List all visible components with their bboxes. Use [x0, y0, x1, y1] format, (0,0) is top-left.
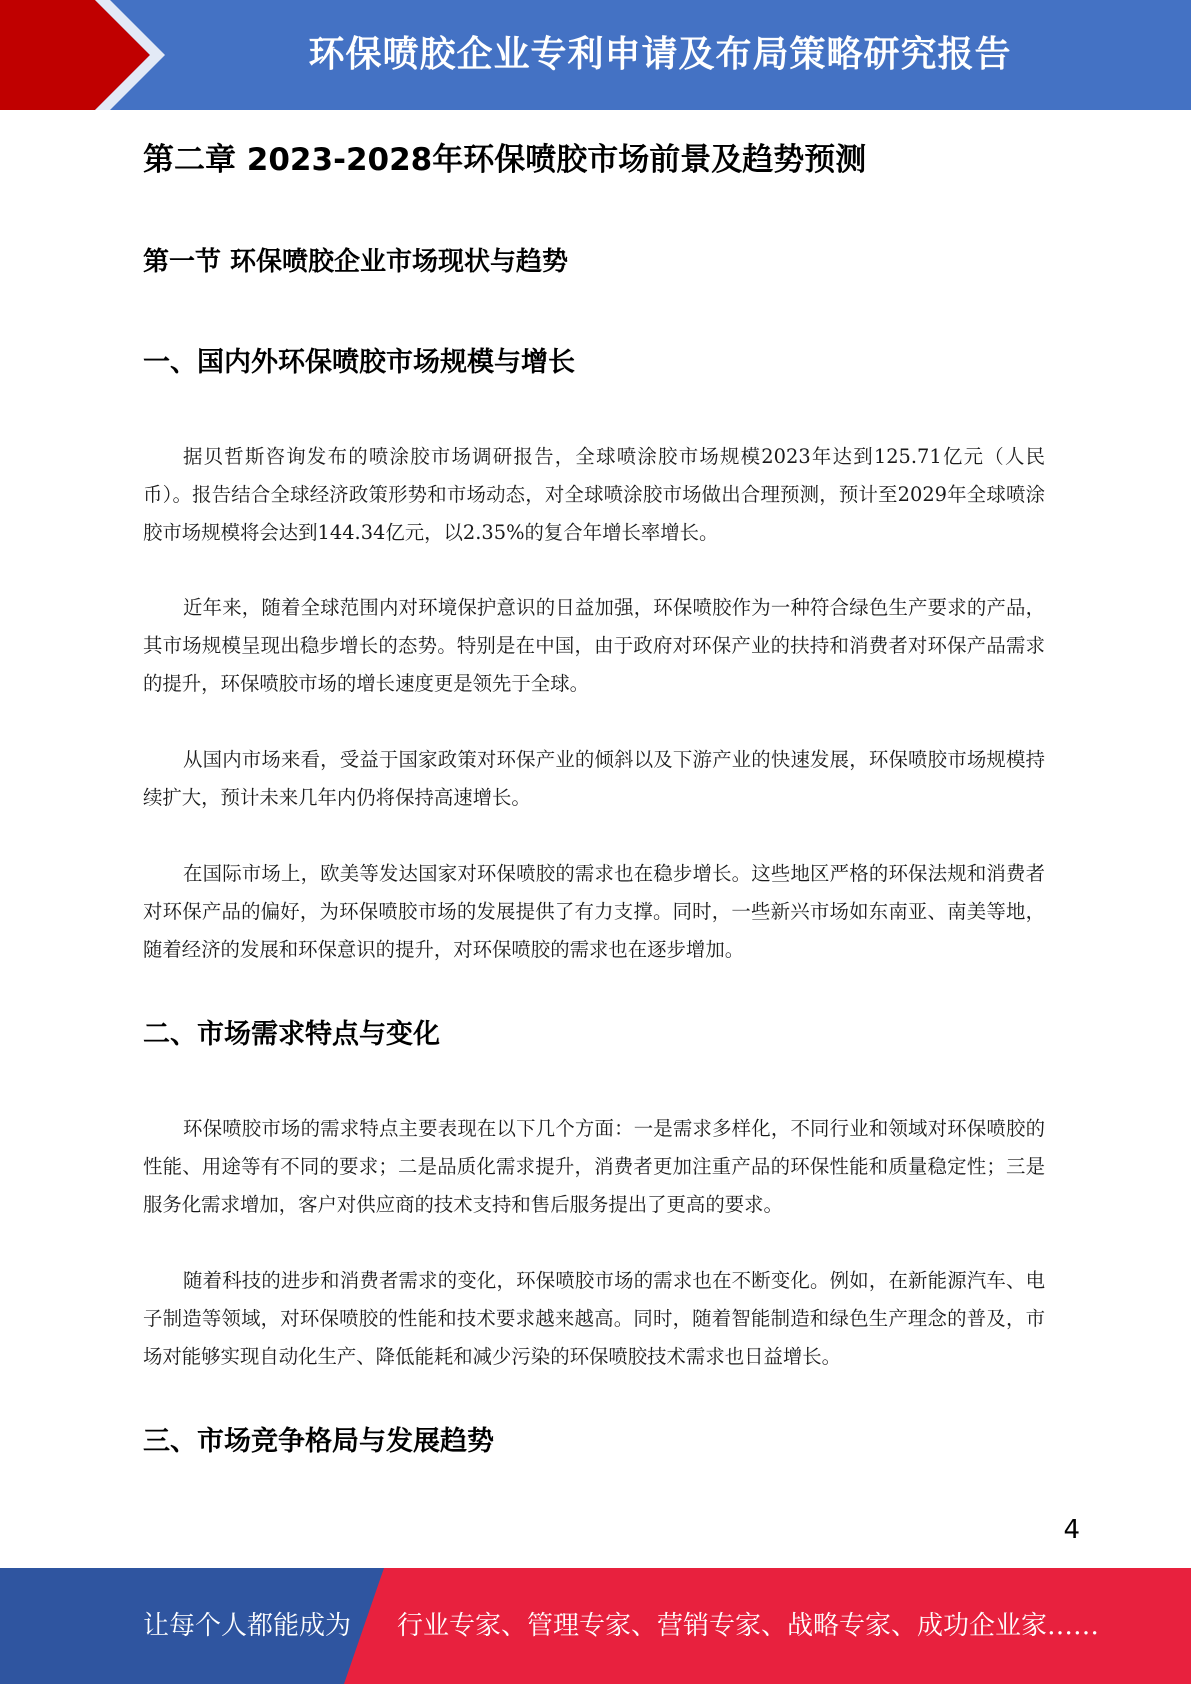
footer-slogan-right: 行业专家、管理专家、营销专家、战略专家、成功企业家…… [397, 1611, 1100, 1641]
subsection-title-2: 二、市场需求特点与变化 [143, 1019, 440, 1050]
paragraph: 环保喷胶市场的需求特点主要表现在以下几个方面：一是需求多样化，不同行业和领域对环保喷胶的性能、用途等有不同的要求；二是品质化需求提升，消费者更加注重产品的环保性能和质量稳定性；三是服务化需求增加，客户对供应商的技术支持和售后服务提出了更高的要求。 [143, 1117, 1045, 1216]
paragraph: 在国际市场上，欧美等发达国家对环保喷胶的需求也在稳步增长。这些地区严格的环保法规和消费者对环保产品的偏好，为环保喷胶市场的发展提供了有力支撑。同时，一些新兴市场如东南亚、南美等地，随着经济的发展和环保意识的提升，对环保喷胶的需求也在逐步增加。 [143, 862, 1045, 961]
header-title: 环保喷胶企业专利申请及布局策略研究报告 [308, 34, 1012, 75]
section-title: 第一节 环保喷胶企业市场现状与趋势 [143, 247, 569, 277]
page-number: 4 [1063, 1515, 1080, 1545]
footer-banner [0, 1568, 1191, 1684]
subsection-title-3: 三、市场竞争格局与发展趋势 [143, 1426, 494, 1457]
header-banner [0, 0, 1191, 110]
subsection-title-1: 一、国内外环保喷胶市场规模与增长 [143, 347, 575, 378]
paragraph: 近年来，随着全球范围内对环境保护意识的日益加强，环保喷胶作为一种符合绿色生产要求的产品，其市场规模呈现出稳步增长的态势。特别是在中国，由于政府对环保产业的扶持和消费者对环保产品需求的提升，环保喷胶市场的增长速度更是领先于全球。 [143, 596, 1045, 695]
paragraph: 随着科技的进步和消费者需求的变化，环保喷胶市场的需求也在不断变化。例如，在新能源汽车、电子制造等领域，对环保喷胶的性能和技术要求越来越高。同时，随着智能制造和绿色生产理念的普及，市场对能够实现自动化生产、降低能耗和减少污染的环保喷胶技术需求也日益增长。 [143, 1269, 1045, 1368]
chapter-title: 第二章 2023-2028年环保喷胶市场前景及趋势预测 [143, 142, 867, 178]
paragraph: 据贝哲斯咨询发布的喷涂胶市场调研报告，全球喷涂胶市场规模2023年达到125.71亿元（人民币）。报告结合全球经济政策形势和市场动态，对全球喷涂胶市场做出合理预测，预计至2029年全球喷涂胶市场规模将会达到144.34亿元，以2.35%的复合年增长率增长。 [143, 445, 1045, 544]
paragraph: 从国内市场来看，受益于国家政策对环保产业的倾斜以及下游产业的快速发展，环保喷胶市场规模持续扩大，预计未来几年内仍将保持高速增长。 [143, 748, 1045, 809]
footer-slogan-left: 让每个人都能成为 [143, 1611, 352, 1641]
